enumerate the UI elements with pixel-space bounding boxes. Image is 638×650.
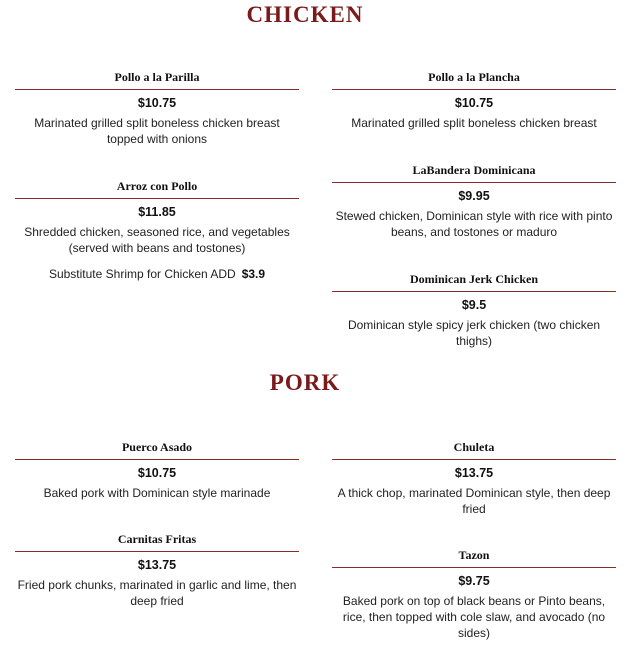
menu-item-carnitas-fritas [15,532,299,609]
item-name: Puerco Asado [15,440,299,460]
item-description: Baked pork on top of black beans or Pinto beans, rice, then topped with cole slaw, and avocado (no sides) [342,594,606,640]
menu-item-pollo-a-la-parilla [15,70,299,147]
item-name: Pollo a la Parilla [15,70,299,90]
menu-item-puerco-asado [15,440,299,501]
item-description: Stewed chicken, Dominican style with rice with pinto beans, and tostones or maduro [335,209,613,239]
item-price: $9.5 [461,298,487,312]
item-name: Arroz con Pollo [15,179,299,199]
pork-section-title: PORK [269,370,341,395]
item-price: $10.75 [454,96,494,110]
item-price: $9.95 [458,189,490,203]
item-price: $13.75 [137,558,177,572]
chicken-section-title: CHICKEN [246,2,364,27]
add-on-price: $3.9 [241,267,266,281]
menu-item-dominican-jerk-chicken [332,272,616,349]
menu-item-pollo-a-la-plancha [332,70,616,131]
item-price: $9.75 [458,574,490,588]
menu-item-arroz-con-pollo [15,179,299,282]
item-name: Chuleta [332,440,616,460]
item-price: $10.75 [137,96,177,110]
item-description: A thick chop, marinated Dominican style, then deep fried [337,486,611,516]
item-description: Marinated grilled split boneless chicken breast topped with onions [34,116,280,146]
item-price: $10.75 [137,466,177,480]
item-price: $11.85 [138,205,176,219]
menu-item-chuleta [332,440,616,517]
add-on-label: Substitute Shrimp for Chicken ADD [48,267,236,281]
item-description: Dominican style spicy jerk chicken (two chicken thighs) [347,318,601,348]
menu-item-labandera-dominicana [332,163,616,240]
item-description: Shredded chicken, seasoned rice, and vegetables (served with beans and tostones) [24,225,290,255]
item-description: Baked pork with Dominican style marinade [43,486,271,500]
item-name: Tazon [332,548,616,568]
item-name: LaBandera Dominicana [332,163,616,183]
item-price: $13.75 [454,466,494,480]
item-description: Fried pork chunks, marinated in garlic and lime, then deep fried [17,578,297,608]
item-name: Carnitas Fritas [15,532,299,552]
menu-item-tazon [332,548,616,641]
item-name: Dominican Jerk Chicken [332,272,616,292]
item-add-on [15,266,299,282]
item-name: Pollo a la Plancha [332,70,616,90]
item-description: Marinated grilled split boneless chicken breast [351,116,597,130]
